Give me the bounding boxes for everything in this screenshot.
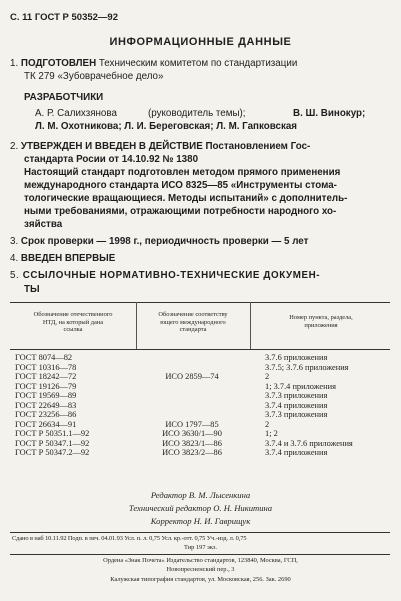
section-5-head: ССЫЛОЧНЫЕ НОРМАТИВНО-ТЕХНИЧЕСКИЕ ДОКУМЕН- — [22, 270, 321, 281]
credit-proofreader: Корректор Н. И. Гаврищук — [150, 516, 251, 526]
table-row-2-national: ГОСТ 18242—72 — [15, 372, 77, 381]
table-row-7-clause: 2 — [265, 419, 270, 429]
table-top-rule — [10, 302, 390, 303]
imprint-mid-rule — [10, 554, 390, 555]
section-2-line-5: ными требованиями, отражающими потребности народного хо- — [24, 206, 337, 217]
table-row-6-national: ГОСТ 23256—86 — [15, 410, 77, 419]
section-4-number: 4. — [10, 253, 19, 264]
imprint-signing: Сдано в наб 10.11.92 Подп. в печ. 04.01.93 Усл. п. л. 0,75 Усл. кр.-отт. 0,75 Уч.-изд. л. 0,75 — [12, 535, 247, 542]
developers-second: В. Ш. Винокур; — [293, 108, 366, 119]
table-row-7-international: ИСО 1797—85 — [165, 419, 219, 429]
table-row-3-national: ГОСТ 19126—79 — [15, 381, 77, 391]
section-2-head: УТВЕРЖДЕН И ВВЕДЕН В ДЕЙСТВИЕ — [20, 141, 203, 152]
developers-head: РАЗРАБОТЧИКИ — [24, 92, 104, 103]
section-3-text: Срок проверки — 1998 г., периодичность проверки — 5 лет — [20, 236, 309, 247]
section-4 — [10, 253, 115, 264]
imprint-publisher: Ордена «Знак Почета» Издательство стандартов, 123840, Москва, ГСП, — [103, 557, 298, 564]
table-row-2-international: ИСО 2859—74 — [165, 372, 219, 381]
table-row-10-international: ИСО 3823/2—86 — [162, 448, 222, 457]
section-2-line-0: Постановлением Гос- — [205, 141, 311, 152]
section-2-line-3: международного стандарта ИСО 8325—85 «Инструменты стома- — [24, 180, 337, 191]
table-row-9-national: ГОСТ Р 50347.1—92 — [15, 438, 90, 448]
section-2-line-2: Настоящий стандарт подготовлен методом прямого применения — [24, 167, 341, 178]
table-row-3-clause: 1; 3.7.4 приложения — [265, 381, 336, 391]
section-1-number: 1. — [10, 58, 19, 69]
table-row-5-clause: 3.7.4 приложения — [265, 400, 328, 410]
table-row-10-clause: 3.7.4 приложения — [265, 448, 328, 457]
table-row-0-national: ГОСТ 8074—82 — [15, 353, 73, 362]
table-header-clause: Номер пункта, раздела, приложения — [289, 314, 353, 329]
section-4-head: ВВЕДЕН ВПЕРВЫЕ — [20, 253, 116, 264]
credit-tech-editor: Технический редактор О. Н. Никитина — [128, 503, 273, 513]
section-2-line-6: зяйства — [24, 219, 63, 230]
table-header-rule — [10, 349, 390, 350]
table-row-2-clause: 2 — [265, 372, 270, 381]
page-title: ИНФОРМАЦИОННЫЕ ДАННЫЕ — [109, 36, 292, 48]
imprint-run: Тир 197 экз. — [183, 544, 218, 551]
table-row-9-clause: 3.7.4 и 3.7.6 приложения — [265, 438, 353, 448]
section-5 — [10, 270, 320, 281]
section-2-line-4: тологические вращающиеся. Методы испытаний» с дополнитель- — [24, 193, 348, 204]
table-header-national: Обозначение отечественного НТД, на который дана ссылка — [33, 311, 113, 334]
section-1-line1: Техническим комитетом по стандартизации — [98, 58, 298, 69]
table-row-7-national: ГОСТ 26634—91 — [15, 419, 77, 429]
table-divider-1 — [136, 302, 137, 349]
credit-editor: Редактор В. М. Лысенкина — [150, 490, 251, 500]
section-3-number: 3. — [10, 236, 19, 247]
section-2 — [10, 141, 310, 152]
page-header: С. 11 ГОСТ Р 50352—92 — [10, 12, 118, 23]
section-1-head: ПОДГОТОВЛЕН — [20, 58, 97, 69]
section-1 — [10, 58, 297, 69]
section-1-line2: ТК 279 «Зубоврачебное дело» — [24, 71, 164, 82]
table-row-5-national: ГОСТ 22649—83 — [15, 400, 77, 410]
imprint-top-rule — [10, 532, 390, 533]
section-2-line-1: стандарта Росии от 14.10.92 № 1380 — [24, 154, 199, 165]
imprint-publisher-address: Новопресненский пер., 3 — [166, 566, 235, 573]
table-row-9-international: ИСО 3823/1—86 — [162, 438, 222, 448]
developers-lead-role: (руководитель темы); — [148, 108, 246, 119]
table-row-4-national: ГОСТ 19569—89 — [15, 391, 77, 400]
table-row-10-national: ГОСТ Р 50347.2—92 — [15, 448, 90, 457]
section-5-head-cont: ТЫ — [24, 284, 40, 295]
table-row-4-clause: 3.7.3 приложения — [265, 391, 328, 400]
section-2-number: 2. — [10, 141, 19, 152]
table-row-8-clause: 1; 2 — [265, 429, 278, 438]
developers-lead: А. Р. Салихзянова — [35, 108, 117, 119]
table-row-6-clause: 3.7.3 приложения — [265, 410, 328, 419]
table-row-0-clause: 3.7.6 приложения — [265, 353, 328, 362]
table-row-1-clause: 3.7.5; 3.7.6 приложения — [265, 362, 349, 372]
table-row-8-national: ГОСТ Р 50351.1—92 — [15, 429, 90, 438]
developers-line2: Л. М. Охотникова; Л. И. Береговская; Л. М. Гапковская — [35, 121, 298, 132]
table-header-international: Обозначение соответству ющего международного стандарта — [158, 311, 228, 334]
table-row-1-national: ГОСТ 10316—78 — [15, 362, 77, 372]
section-3 — [10, 236, 308, 247]
imprint-printer: Калужская типография стандартов, ул. Московская, 256. Зак. 2690 — [110, 576, 291, 583]
table-divider-2 — [250, 302, 251, 349]
section-5-number: 5. — [10, 270, 20, 281]
table-row-8-international: ИСО 3630/1—90 — [162, 429, 222, 438]
